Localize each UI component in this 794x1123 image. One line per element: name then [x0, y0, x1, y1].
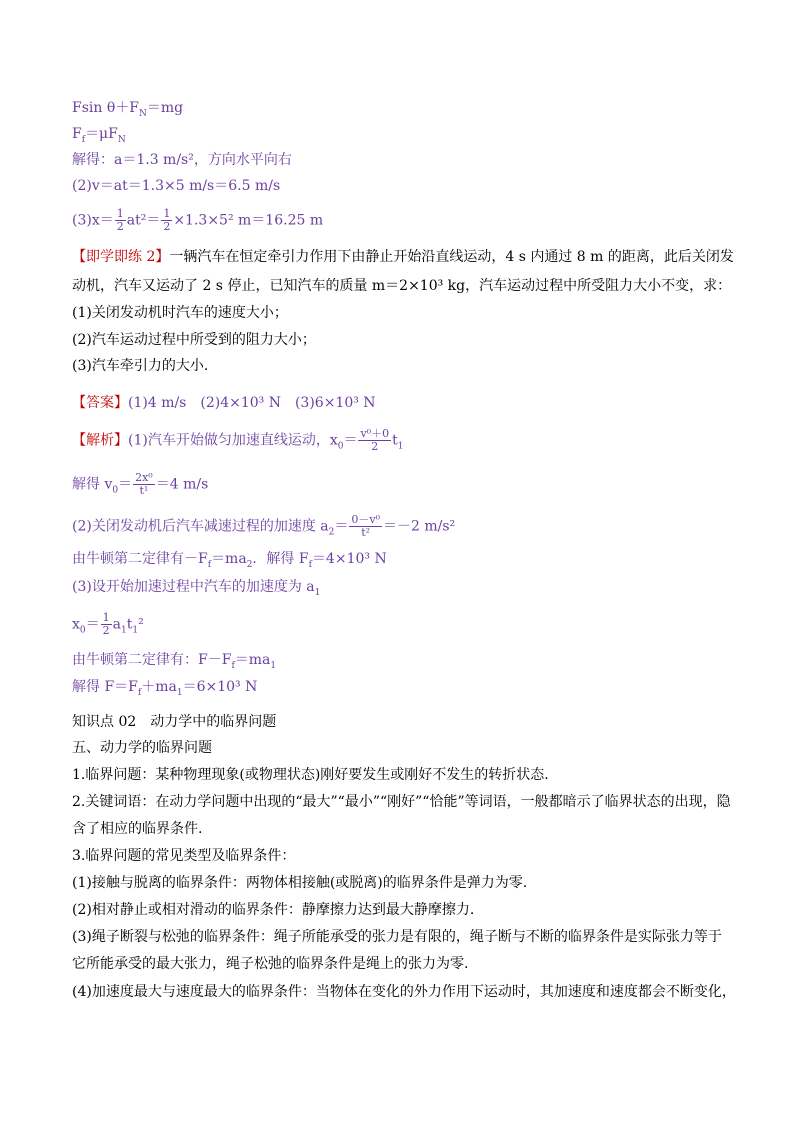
item-1: 1.临界问题：某种物理现象(或物理状态)刚好要发生或刚好不发生的转折状态. [72, 767, 549, 783]
analysis-line3: (2)关闭发动机后汽车减速过程的加速度 $a_2=$ $\frac{\text{0－v⁰}}{\text{t²}}$ ＝－2 m/s² [72, 513, 456, 539]
fraction: $\frac{\text{v⁰＋0}}{2}$ [360, 427, 390, 453]
practice-problem-line1: 【即学即练 2】一辆汽车在恒定牵引力作用下由静止开始沿直线运动，4 s 内通过 8 m 的距离，此后关闭发 [72, 249, 734, 265]
condition-2: (2)相对静止或相对滑动的临界条件：静摩擦力达到最大静摩擦力. [72, 902, 475, 918]
analysis-line7: 由牛顿第二定律有：$F-F_f=ma_1$ [72, 652, 277, 671]
practice-problem-line2: 动机，汽车又运动了 2 s 停止，已知汽车的质量 m＝2×10³ kg，汽车运动过程中所受阻力大小不变，求： [72, 278, 732, 294]
analysis-line1: 【解析】(1)汽车开始做匀加速直线运动，$x_0=$ $\frac{\text{v⁰＋0}}{2}$ $t_1$ [72, 427, 404, 453]
analysis-line4: 由牛顿第二定律有$-F_f=ma_2$．解得 $F_f=4\times 10^3$ N [72, 551, 387, 570]
item-3: 3.临界问题的常见类型及临界条件： [72, 848, 296, 864]
question-1: (1)关闭发动机时汽车的速度大小； [72, 305, 288, 321]
analysis-tag: 【解析】 [72, 432, 128, 449]
analysis-line8: 解得 $F=F_f+ma_1=6\times 10^3$ N [72, 679, 258, 698]
result-velocity: (2)v＝at＝1.3×5 m/s＝6.5 m/s [72, 178, 281, 194]
item-2-line1: 2.关键词语：在动力学问题中出现的“最大”“最小”“刚好”“恰能”等词语，一般都暗示了临界状态的出现，隐 [72, 794, 731, 810]
question-3: (3)汽车牵引力的大小. [72, 358, 209, 374]
equation-vertical-balance: Fsin $\theta+F_N=mg$ [72, 100, 184, 119]
practice-tag: 【即学即练 2】 [72, 249, 170, 265]
analysis-line2: 解得 $v_0=$ $\frac{\text{2x⁰}}{\text{t¹}}$ ＝4 m/s [72, 471, 209, 497]
condition-1: (1)接触与脱离的临界条件：两物体相接触(或脱离)的临界条件是弹力为零. [72, 875, 528, 891]
condition-4: (4)加速度最大与速度最大的临界条件：当物体在变化的外力作用下运动时，其加速度和速度都会不断变化， [72, 984, 736, 1000]
fraction: $\frac{\text{0－v⁰}}{\text{t²}}$ [351, 513, 380, 539]
fraction: $\frac{1}{2}$ [102, 611, 110, 637]
answer-tag: 【答案】 [72, 395, 128, 411]
question-2: (2)汽车运动过程中所受到的阻力大小； [72, 332, 316, 348]
fraction: $\frac{\text{2x⁰}}{\text{t¹}}$ [135, 471, 153, 497]
result-acceleration: 解得：a＝1.3 m/s²，方向水平向右 [72, 152, 292, 168]
equation-friction: $F_f=\mu F_N$ [72, 126, 126, 145]
section-heading: 五、动力学的临界问题 [72, 740, 212, 756]
result-displacement: (3)x＝ $\frac{1}{2}$ at²＝ $\frac{1}{2}$ ×1.3×5² m＝16.25 m [72, 207, 324, 233]
item-2-line2: 含了相应的临界条件. [72, 821, 203, 837]
section-title: 知识点 02 动力学中的临界问题 [72, 714, 277, 730]
analysis-line5: (3)设开始加速过程中汽车的加速度为 $a_1$ [72, 579, 321, 598]
condition-3-line1: (3)绳子断裂与松弛的临界条件：绳子所能承受的张力是有限的，绳子断与不断的临界条件是实际张力等于 [72, 929, 722, 945]
fraction: $\frac{1}{2}$ [163, 207, 171, 233]
answer-line: 【答案】(1)4 m/s (2)4×10³ N (3)6×10³ N [72, 395, 376, 411]
condition-3-line2: 它所能承受的最大张力，绳子松弛的临界条件是绳上的张力为零. [72, 956, 469, 972]
analysis-line6: $x_0=$ $\frac{1}{2}$ $a_1t_1^2$ [72, 611, 144, 637]
fraction: $\frac{1}{2}$ [116, 207, 124, 233]
